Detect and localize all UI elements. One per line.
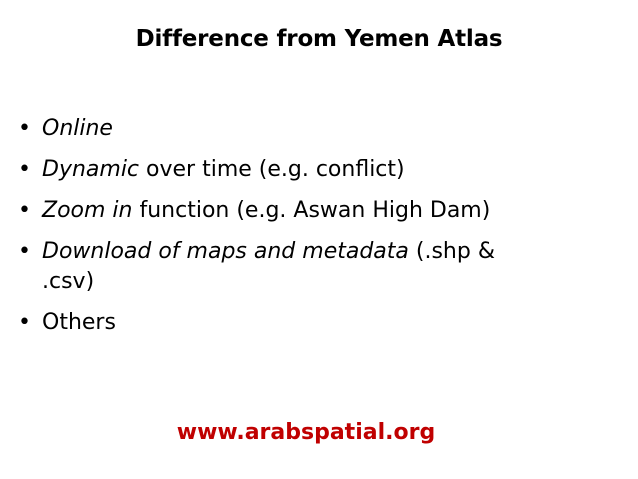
- bullet-text: function (e.g. Aswan High Dam): [132, 198, 491, 223]
- bullet-italic-text: Download of maps and metadata: [42, 239, 409, 264]
- bullet-item-online: [18, 114, 618, 144]
- bullet-text: Others: [42, 310, 116, 335]
- bullet-item-download: [18, 237, 618, 297]
- bullet-list: [18, 114, 618, 349]
- bullet-item-zoom: [18, 196, 618, 226]
- bullet-dot-icon: •: [18, 239, 31, 264]
- bullet-text: (.shp &: [408, 239, 495, 264]
- bullet-item-others: [18, 308, 618, 338]
- bullet-italic-text: Dynamic: [42, 157, 140, 182]
- bullet-text: over time (e.g. conflict): [139, 157, 405, 182]
- bullet-italic-text: Zoom in: [42, 198, 133, 223]
- bullet-text-continuation: .csv): [42, 269, 95, 294]
- bullet-dot-icon: •: [18, 310, 31, 335]
- bullet-dot-icon: •: [18, 198, 31, 223]
- bullet-italic-text: Online: [42, 116, 113, 141]
- bullet-dot-icon: •: [18, 116, 31, 141]
- slide-title: Difference from Yemen Atlas: [135, 26, 503, 52]
- website-url-link[interactable]: www.arabspatial.org: [176, 420, 436, 445]
- bullet-item-dynamic: [18, 155, 618, 185]
- bullet-dot-icon: •: [18, 157, 31, 182]
